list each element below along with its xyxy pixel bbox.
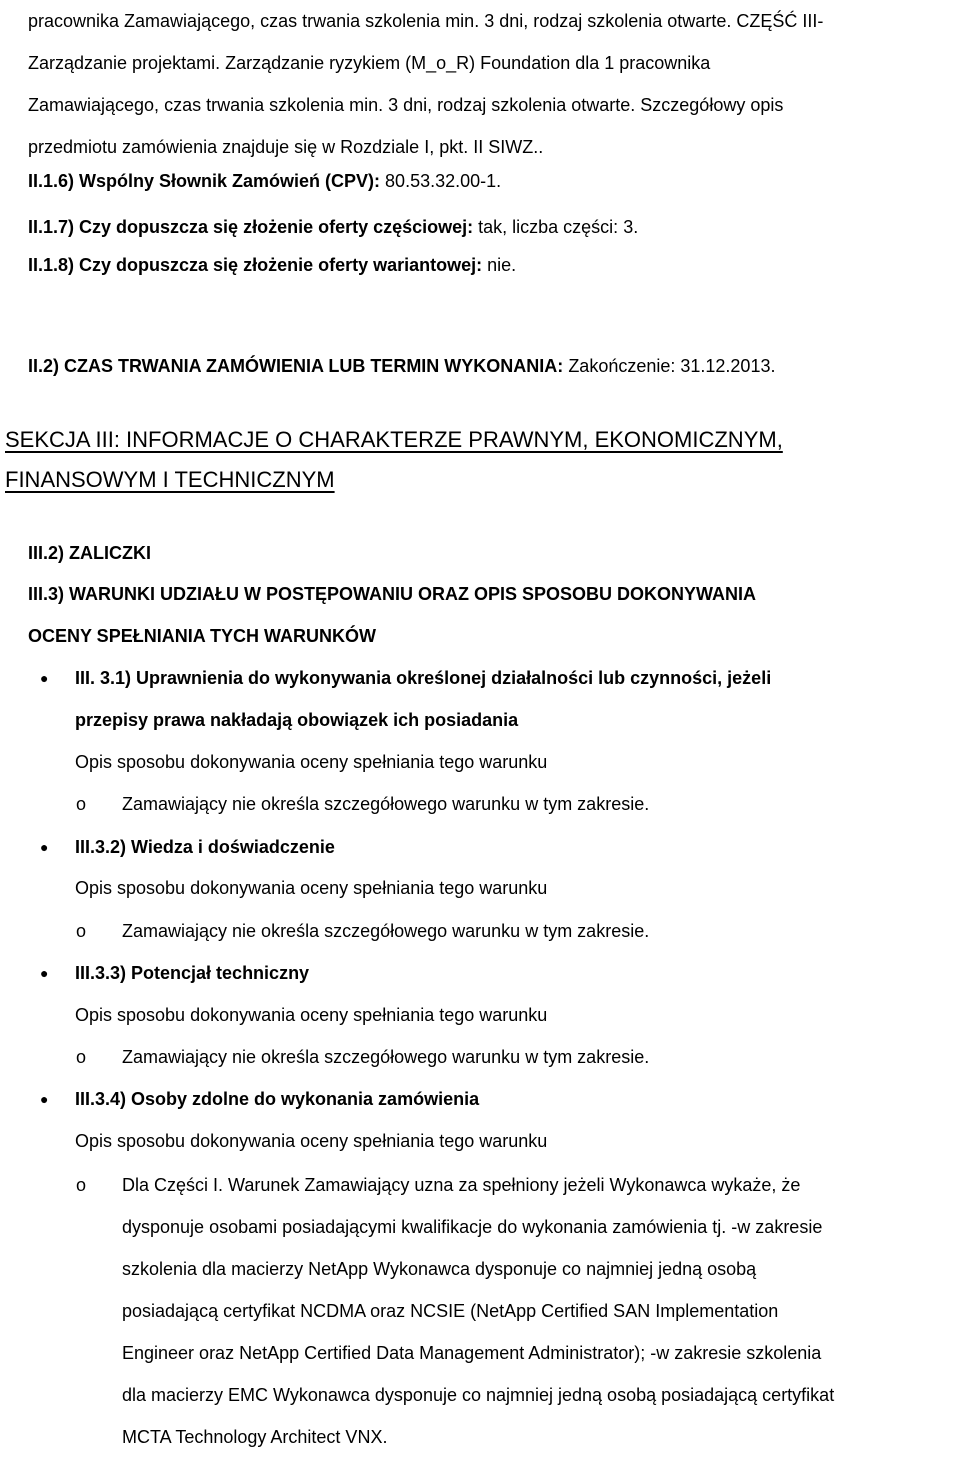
intro-line-3: Zamawiającego, czas trwania szkolenia min. 3 dni, rodzaj szkolenia otwarte. Szczegółowy opis	[28, 95, 784, 115]
partial-offer-value: tak, liczba części: 3.	[473, 217, 639, 237]
assessment-text: Zamawiający nie określa szczegółowego warunku w tym zakresie.	[122, 921, 650, 941]
partial-offer-label: II.1.7) Czy dopuszcza się złożenie oferty częściowej:	[28, 217, 474, 237]
cpv-line	[28, 160, 950, 202]
cpv-value: 80.53.32.00-1.	[380, 171, 502, 191]
personnel-line-2: dysponuje osobami posiadającymi kwalifikacje do wykonania zamówienia tj. -w zakresie	[122, 1217, 823, 1237]
condition-technical-label: III.3.3) Potencjał techniczny	[75, 963, 310, 983]
assessment-item	[76, 1036, 956, 1078]
sub-bullet-icon: o	[76, 1047, 87, 1067]
variant-offer-value: nie.	[482, 255, 517, 275]
assessment-label: Opis sposobu dokonywania oceny spełniania tego warunku	[75, 1131, 548, 1151]
personnel-requirement	[76, 1164, 956, 1458]
condition-permits-line-1: III. 3.1) Uprawnienia do wykonywania określonej działalności lub czynności, jeżeli	[75, 668, 772, 688]
personnel-line-6: dla macierzy EMC Wykonawca dysponuje co najmniej jedną osobą posiadającą certyfikat	[122, 1385, 835, 1405]
intro-line-2: Zarządzanie projektami. Zarządzanie ryzykiem (M_o_R) Foundation dla 1 pracownika	[28, 53, 711, 73]
section-heading-line-2: FINANSOWYM I TECHNICZNYM	[5, 467, 335, 492]
condition-permits-line-2: przepisy prawa nakładają obowiązek ich posiadania	[75, 710, 519, 730]
bullet-icon: ●	[40, 839, 49, 855]
duration-line	[28, 345, 950, 387]
sub-bullet-icon: o	[76, 794, 87, 814]
partial-offer-line	[28, 206, 950, 248]
conditions-heading-line-1: III.3) WARUNKI UDZIAŁU W POSTĘPOWANIU ORAZ OPIS SPOSOBU DOKONYWANIA	[28, 584, 757, 604]
section-heading-line-1: SEKCJA III: INFORMACJE O CHARAKTERZE PRAWNYM, EKONOMICZNYM,	[5, 427, 783, 452]
personnel-line-7: MCTA Technology Architect VNX.	[122, 1427, 388, 1447]
cpv-label: II.1.6) Wspólny Słownik Zamówień (CPV):	[28, 171, 381, 191]
personnel-line-3: szkolenia dla macierzy NetApp Wykonawca dysponuje co najmniej jedną osobą	[122, 1259, 757, 1279]
condition-experience	[40, 826, 950, 868]
intro-line-1: pracownika Zamawiającego, czas trwania szkolenia min. 3 dni, rodzaj szkolenia otwarte. CZĘŚĆ III-	[28, 11, 824, 31]
advances-heading: III.2) ZALICZKI	[28, 543, 151, 563]
assessment-label: Opis sposobu dokonywania oceny spełniania tego warunku	[75, 752, 548, 772]
sub-bullet-icon: o	[76, 1175, 87, 1195]
duration-value: Zakończenie: 31.12.2013.	[563, 356, 776, 376]
bullet-icon: ●	[40, 1091, 49, 1107]
section-heading	[5, 420, 940, 500]
assessment-label: Opis sposobu dokonywania oceny spełniania tego warunku	[75, 1005, 548, 1025]
intro-line-4: przedmiotu zamówienia znajduje się w Rozdziale I, pkt. II SIWZ..	[28, 137, 544, 157]
condition-experience-label: III.3.2) Wiedza i doświadczenie	[75, 837, 335, 857]
condition-personnel	[40, 1078, 950, 1120]
assessment-text: Zamawiający nie określa szczegółowego warunku w tym zakresie.	[122, 1047, 650, 1067]
variant-offer-label: II.1.8) Czy dopuszcza się złożenie oferty wariantowej:	[28, 255, 483, 275]
condition-technical	[40, 952, 950, 994]
assessment-label: Opis sposobu dokonywania oceny spełniania tego warunku	[75, 878, 548, 898]
personnel-line-1: Dla Części I. Warunek Zamawiający uzna za spełniony jeżeli Wykonawca wykaże, że	[122, 1175, 801, 1195]
intro-paragraph	[28, 0, 950, 168]
assessment-item	[76, 783, 956, 825]
condition-permits	[40, 657, 950, 741]
condition-personnel-label: III.3.4) Osoby zdolne do wykonania zamówienia	[75, 1089, 480, 1109]
conditions-heading-line-2: OCENY SPEŁNIANIA TYCH WARUNKÓW	[28, 626, 377, 646]
bullet-icon: ●	[40, 965, 49, 981]
personnel-line-5: Engineer oraz NetApp Certified Data Management Administrator); -w zakresie szkolenia	[122, 1343, 822, 1363]
conditions-heading	[28, 573, 950, 657]
bullet-icon: ●	[40, 670, 49, 686]
personnel-line-4: posiadającą certyfikat NCDMA oraz NCSIE (NetApp Certified SAN Implementation	[122, 1301, 779, 1321]
duration-label: II.2) CZAS TRWANIA ZAMÓWIENIA LUB TERMIN WYKONANIA:	[28, 356, 564, 376]
variant-offer-line	[28, 244, 950, 286]
sub-bullet-icon: o	[76, 921, 87, 941]
assessment-text: Zamawiający nie określa szczegółowego warunku w tym zakresie.	[122, 794, 650, 814]
assessment-item	[76, 910, 956, 952]
